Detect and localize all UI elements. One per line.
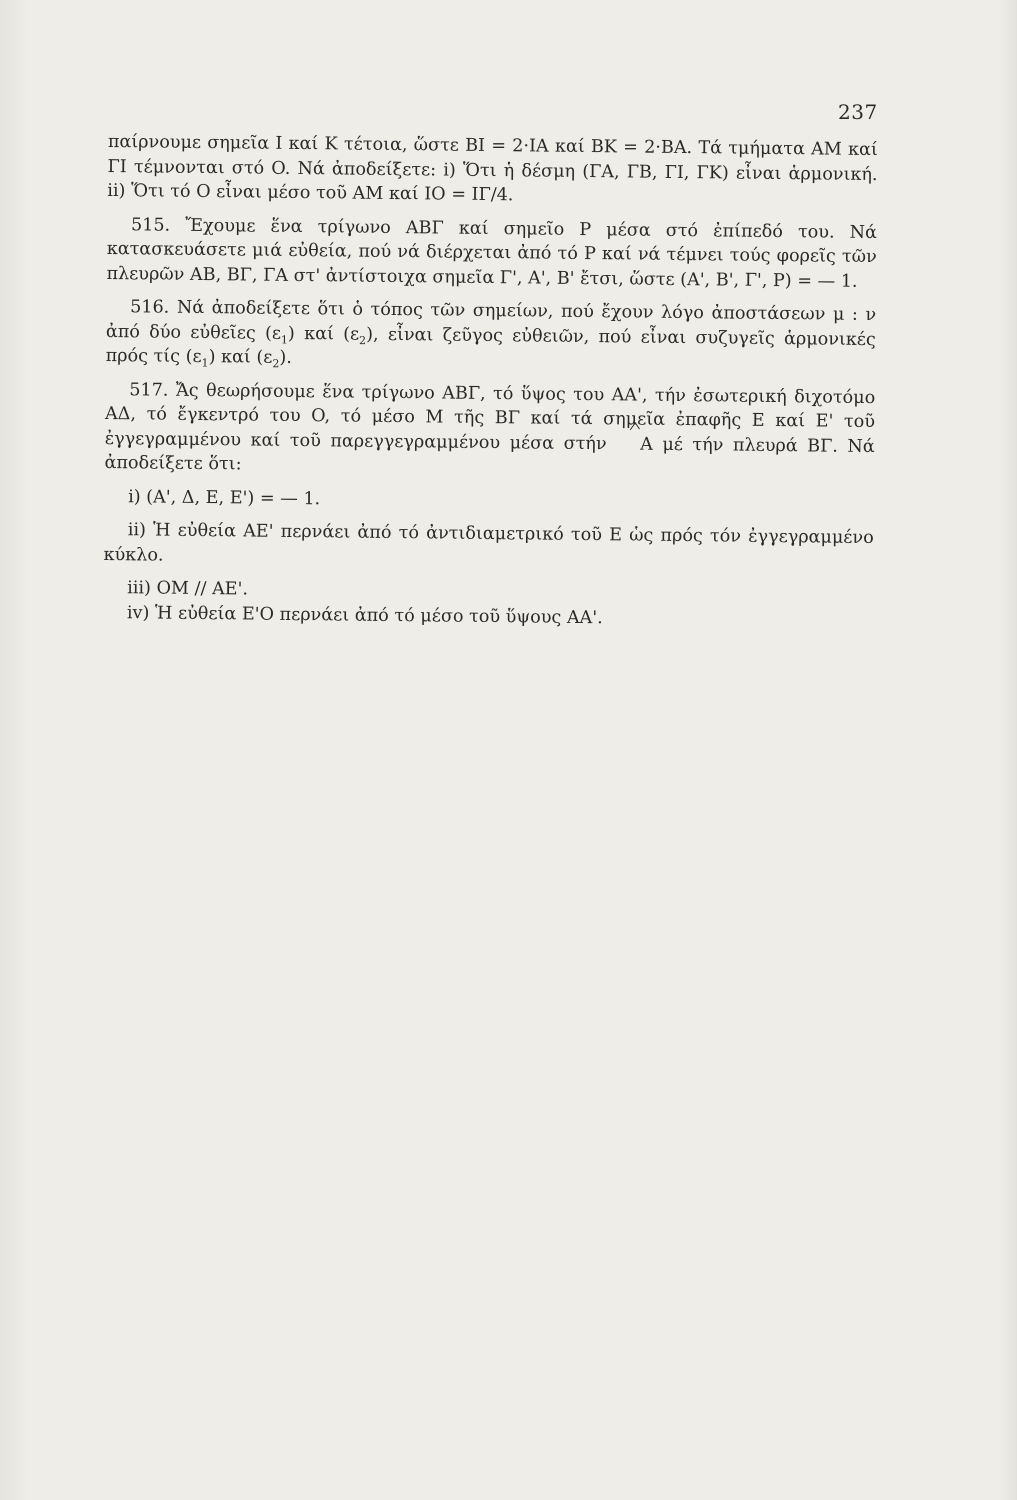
exercise-517 xyxy=(104,377,875,483)
page-text xyxy=(103,130,878,633)
page-gutter-shadow xyxy=(0,0,30,1500)
exercise-516-text-b: ) καί (ε xyxy=(287,323,360,345)
exercise-517-item-iv: iv) Ἡ εὐθεία E'O περνάει ἀπό τό μέσο τοῦ ὕψους AA'. xyxy=(126,602,603,628)
exercise-516-text-a: 516. Νά ἀποδείξετε ὅτι ὁ τόπος τῶν σημείων, πού ἔχουν λόγο ἀποστάσεων μ : ν ἀπό δύο εὐθεῖες (ε xyxy=(105,297,877,344)
exercise-516-text-d: ) καί (ε xyxy=(208,347,273,368)
exercise-517-text-b: μέ τήν πλευρά BΓ. Νά ἀποδείξετε ὅτι: xyxy=(104,434,875,475)
exercise-516-text-c: ), εἶναι ζεῦγος εὐθειῶν, πού εἶναι συζυγεῖς ἁρμονικές πρός τίς (ε xyxy=(105,324,876,367)
exercise-516-text-e: ). xyxy=(279,347,293,368)
angle-a-symbol: A xyxy=(616,432,653,457)
subscript-2: 2 xyxy=(359,333,367,347)
exercise-517-item-ii: ii) Ἡ εὐθεία AE' περνάει ἀπό τό ἀντιδιαμετρικό τοῦ E ὡς πρός τόν ἐγγεγραμμένο κύκλο. xyxy=(103,520,874,566)
exercise-515: 515. Ἔχουμε ἕνα τρίγωνο ABΓ καί σημεῖο P μέσα στό ἐπίπεδό του. Νά κατασκευάσετε μιά εὐθεία, πού νά διέρχεται ἀπό τό P καί νά τέμνει τούς φορεῖς τῶν πλευρῶν AB, BΓ, ΓA στ' ἀντίστοιχα σημεῖα Γ', A', B' ἔτσι, ὥστε (A', B', Γ', P) = — 1. xyxy=(106,214,878,292)
page-edge-shadow xyxy=(999,0,1017,1500)
subscript-1: 1 xyxy=(280,332,288,346)
subscript-1b: 1 xyxy=(201,356,209,370)
exercise-516 xyxy=(106,295,877,377)
exercise-517-item-iii: iii) OM // AE'. xyxy=(127,578,249,600)
intro-paragraph: παίρνουμε σημεῖα I καί K τέτοια, ὥστε BI = 2·IA καί BK = 2·BA. Τά τμήματα AM καί ΓI τέμνονται στό O. Νά ἀποδείξετε: i) Ὅτι ἡ δέσμη (ΓA, ΓB, ΓI, ΓK) εἶναι ἁρμονική. ii) Ὅτι τό O εἶναι μέσο τοῦ AM καί IO = IΓ/4. xyxy=(107,131,878,206)
subscript-2b: 2 xyxy=(272,357,280,371)
page-number: 237 xyxy=(838,100,878,124)
exercise-517-text-a: 517. Ἄς θεωρήσουμε ἕνα τρίγωνο ABΓ, τό ὕψος του AA', τήν ἐσωτερική διχοτόμο AΔ, τό ἔγκεντρό του O, τό μέσο M τῆς BΓ καί τά σημεῖα ἐπαφῆς E καί E' τοῦ ἐγγεγραμμένου καί τοῦ παρεγγεγραμμένου μέσα στήν xyxy=(104,379,876,454)
exercise-517-item-i: i) (A', Δ, E, E') = — 1. xyxy=(128,486,321,509)
